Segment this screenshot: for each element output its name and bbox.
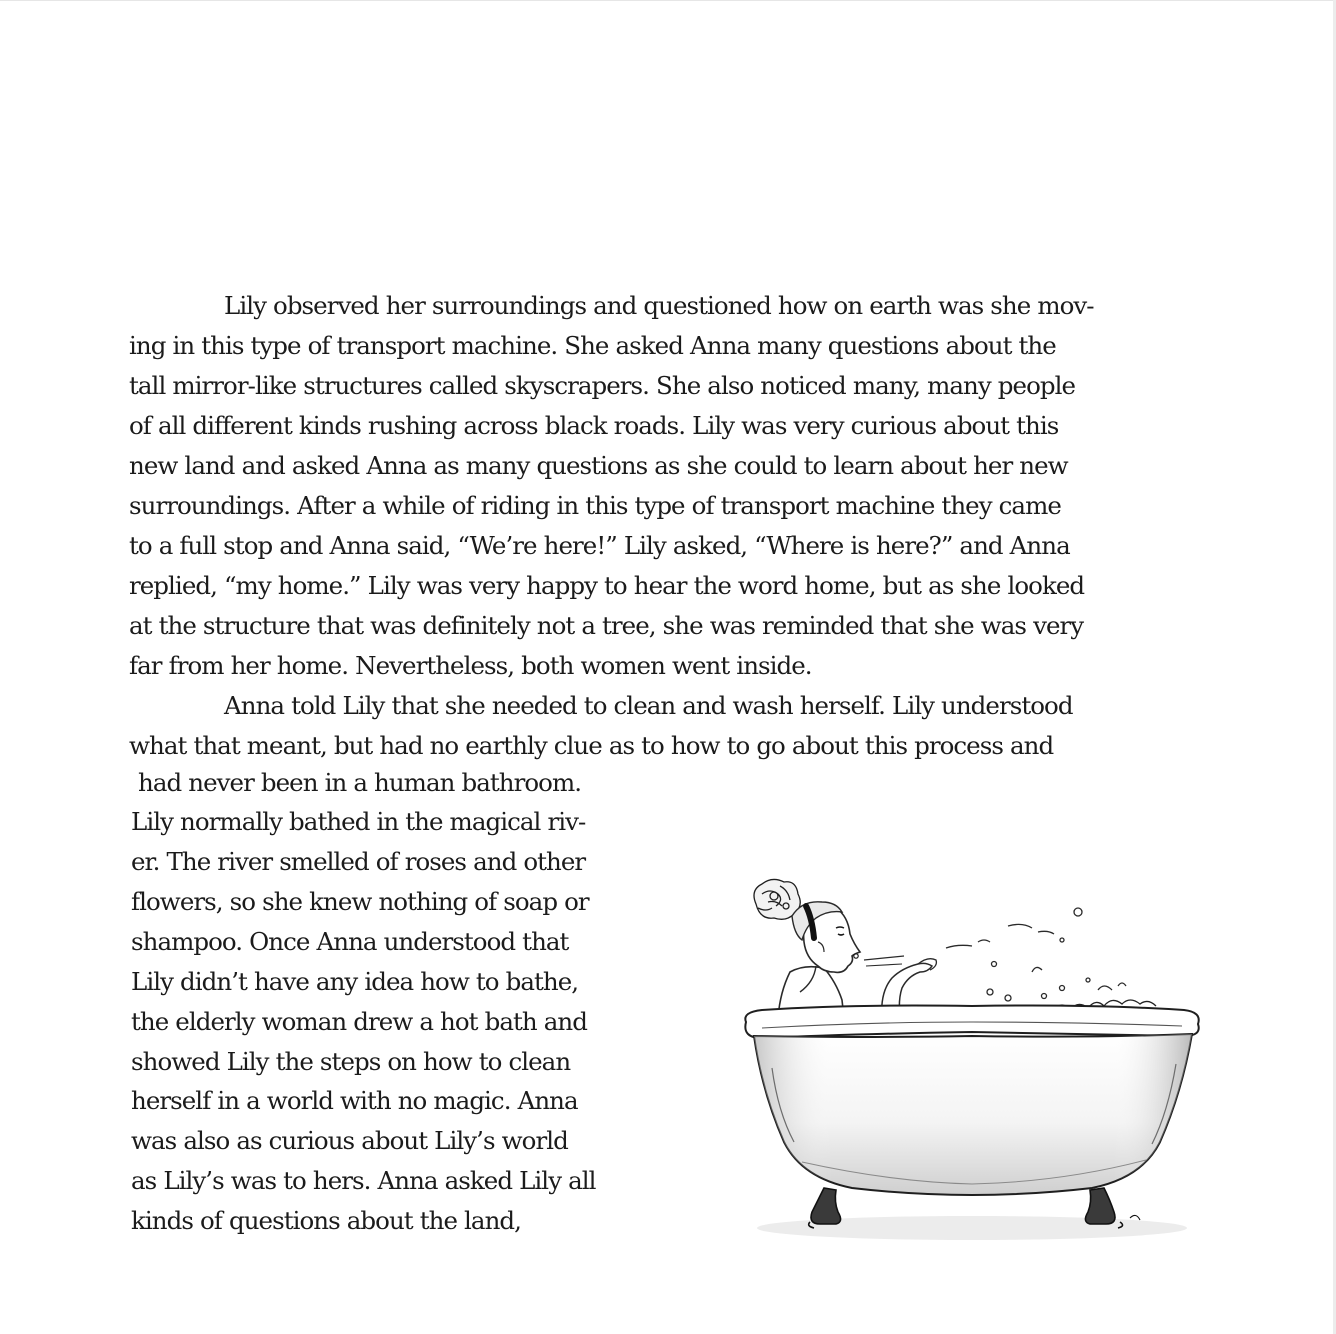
text-line: far from her home. Nevertheless, both women went inside. <box>129 651 812 680</box>
tub-body-shading <box>754 1034 1192 1195</box>
text-line: Lily normally bathed in the magical riv- <box>131 807 586 836</box>
text-line: of all different kinds rushing across black roads. Lily was very curious about this <box>129 411 1059 440</box>
text-line: herself in a world with no magic. Anna <box>131 1086 578 1115</box>
puckered-lips <box>854 954 858 958</box>
text-line: ing in this type of transport machine. She asked Anna many questions about the <box>129 331 1056 360</box>
text-line: as Lily’s was to hers. Anna asked Lily all <box>131 1166 596 1195</box>
blow-line <box>866 964 902 966</box>
text-line: flowers, so she knew nothing of soap or <box>131 887 589 916</box>
text-line: surroundings. After a while of riding in this type of transport machine they came <box>129 491 1061 520</box>
text-line: was also as curious about Lily’s world <box>131 1126 568 1155</box>
tub-foot-left <box>809 1188 841 1228</box>
text-line: Lily didn’t have any idea how to bathe, <box>131 967 579 996</box>
text-line: kinds of questions about the land, <box>131 1206 521 1235</box>
text-line: tall mirror-like structures called skyscrapers. She also noticed many, many people <box>129 371 1076 400</box>
text-line: the elderly woman drew a hot bath and <box>131 1007 587 1036</box>
text-line: Lily observed her surroundings and questioned how on earth was she mov- <box>224 291 1094 320</box>
floating-bubbles <box>946 908 1126 1001</box>
text-line: had never been in a human bathroom. <box>138 768 582 797</box>
girl-in-bathtub-illustration <box>732 872 1208 1244</box>
text-line: shampoo. Once Anna understood that <box>131 927 569 956</box>
text-line: showed Lily the steps on how to clean <box>131 1047 571 1076</box>
blow-line <box>864 956 904 960</box>
text-line: new land and asked Anna as many questions as she could to learn about her new <box>129 451 1068 480</box>
text-line: Anna told Lily that she needed to clean and wash herself. Lily understood <box>224 691 1073 720</box>
text-line: replied, “my home.” Lily was very happy to hear the word home, but as she looked <box>129 571 1085 600</box>
text-line: er. The river smelled of roses and other <box>131 847 586 876</box>
text-line: to a full stop and Anna said, “We’re here!” Lily asked, “Where is here?” and Anna <box>129 531 1070 560</box>
page-top-edge <box>0 0 1336 1</box>
text-line: at the structure that was definitely not a tree, she was reminded that she was very <box>129 611 1084 640</box>
text-line: what that meant, but had no earthly clue as to how to go about this process and <box>129 731 1054 760</box>
